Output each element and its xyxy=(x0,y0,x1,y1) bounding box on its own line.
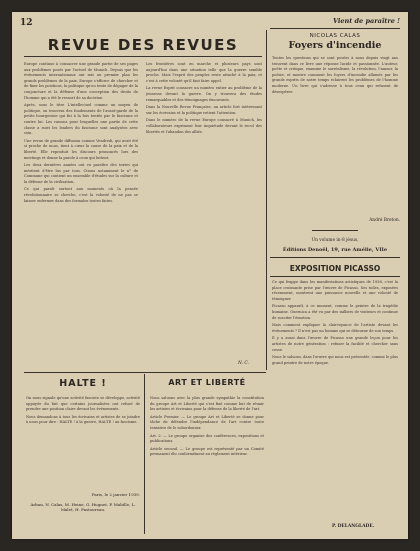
article-paragraph: Dans le numéro de la revue Europe consacré à Munich, les collaborateurs expriment leur inquiétude devant le recul des libertés et l'abandon des alliés. xyxy=(146,118,262,134)
bottom-section-divider xyxy=(24,372,266,373)
halte-dateline: Paris, le 2 janvier 1939. xyxy=(91,492,140,497)
article-paragraph: Ce qui paraît surtout aux moments où la pensée révolutionnaire se cherche, c'est la volonté de ne pas se laisser enfermer dans des formules toutes faites. xyxy=(24,187,138,203)
book-title: Foyers d'incendie xyxy=(288,40,382,51)
halte-body xyxy=(26,396,140,488)
page-number: 12 xyxy=(20,18,33,28)
book-description: Toutes les questions qui se sont posées à nous depuis vingt ans trouvent dans ce livre une réponse lucide et passionnée. L'auteur, poète et critique, examine le surréalisme, la révolution, l'amour, la poésie, et montre comment les foyers d'incendie allumés par les grands esprits de notre temps éclairent les problèmes de l'homme moderne. Un livre qui s'adresse à tous ceux qui refusent de désespérer. xyxy=(272,56,398,94)
exposition-paragraph: Mais comment expliquer la clairvoyance de l'artiste devant les événements ? Il n'est pas un homme qui se détourne de son temps. xyxy=(272,323,398,333)
article-signature: N. C. xyxy=(238,361,249,366)
halte-title: HALTE ! xyxy=(59,378,107,389)
article-paragraph: Après, sous le titre L'intellectuel comme un moyen de politique, on trouvera des fondements de l'avant-garde de la petite bourgeoisie qui fut à la fois tentée par le fascisme et contre lui. Les raisons pour lesquelles une partie de cette classe a suivi les leaders du fascisme sont analysées avec soin. xyxy=(24,103,138,136)
art-liberte-paragraph: Art. 2. — Le groupe organise des conférences, expositions et publications. xyxy=(150,433,264,444)
article-column-right xyxy=(146,62,262,362)
exposition-paragraph: Picasso apparaît, à ce moment, comme le peintre de la tragédie humaine. Guernica a été vu par des milliers de visiteurs et continue de susciter l'émotion. xyxy=(272,304,398,320)
exposition-signature: P. DELANGLADE. xyxy=(332,524,375,529)
exposition-title: EXPOSITION PICASSO xyxy=(289,264,381,273)
book-publisher: Éditions Denoël, 19, rue Amélie, VIIe xyxy=(282,247,388,253)
halte-signers: Arban, N. Calas, M. Heine, G. Hugnet, P. Mabille, L. Malet, H. Pastoureau. xyxy=(30,502,136,513)
article-paragraph: Les frontières sont en marche et plusieurs pays sont aujourd'hui dans une situation telle que la guerre semble proche. Mais l'esprit des peuples reste attaché à la paix, et c'est à cette volonté qu'il faut faire appel. xyxy=(146,62,262,83)
magazine-page xyxy=(12,12,408,539)
article-paragraph: La revue Esprit consacre un numéro entier au problème de la jeunesse devant la guerre. On y trouvera des études remarquables et des témoignages émouvants. xyxy=(146,86,262,102)
title-divider xyxy=(24,56,262,57)
article-paragraph: Une revue de grande diffusion comme Vendredi, qui avait été si proche de nous, tient à cœur la cause de la paix et de la liberté. Elle reproduit les discours prononcés lors des meetings et donne la parole à ceux qui luttent. xyxy=(24,138,138,160)
article-paragraph: Dans la Nouvelle Revue Française, un article fort intéressant sur les écrivains et la politique retient l'attention. xyxy=(146,105,262,115)
art-liberte-paragraph: Article Premier. — Le groupe Art et Liberté se donne pour tâche de défendre l'indépendance de l'art contre toute tentative de le subordonner. xyxy=(150,414,264,430)
art-liberte-paragraph: Nous saluons avec la plus grande sympathie la constitution du groupe Art et Liberté qui s'est fixé comme but de réunir les artistes et écrivains pour la défense de la liberté de l'art. xyxy=(150,396,264,412)
book-volume: Un volume in-8 jésus, xyxy=(311,238,359,243)
article-title: REVUE DES REVUES xyxy=(47,36,239,54)
exposition-paragraph: Ce qui frappe dans les manifestations artistiques de 1938, c'est la place croissante prise par l'œuvre de Picasso. Ses toiles, exposées récemment, montrent une puissance nouvelle et une volonté de témoigner. xyxy=(272,280,398,301)
book-box-short-rule xyxy=(312,230,358,231)
halte-paragraph: Nous demandons à tous les écrivains et artistes de se joindre à nous pour dire : HALTE ! à la guerre, HALTE ! au fascisme. xyxy=(26,414,140,425)
exposition-paragraph: Il y a aussi dans l'œuvre de Picasso une grande leçon pour les artistes de notre génération : refuser la facilité et chercher sans cesse. xyxy=(272,336,398,352)
new-release-kicker: Vient de paraître ! xyxy=(332,17,400,25)
book-author: NICOLAS CALAS xyxy=(309,33,361,39)
exposition-title-rule xyxy=(270,276,400,277)
exposition-body xyxy=(272,280,398,522)
exposition-paragraph: Nous le saluons, dans l'œuvre qui nous est présentée, comme le plus grand peintre de notre époque. xyxy=(272,355,398,365)
art-liberte-body xyxy=(150,396,264,532)
book-box-top-rule xyxy=(270,28,400,29)
article-paragraph: Europe continue à consacrer une grande partie de ses pages aux problèmes posés par l'actuel de Munich. Depuis que les événements internationaux ont mis au premier plan les grands problèmes de la paix, Europe s'efforce de chercher et de fixer les positions, la politique qu'on tente de dégager de la conjoncture et la défense d'une conception des droits de l'homme qui a été le ressort de sa doctrine. xyxy=(24,62,138,100)
bottom-column-divider xyxy=(144,374,145,534)
column-divider xyxy=(266,30,267,370)
art-liberte-paragraph: Article second. — Le groupe est représenté par un Comité permanent élu conformément au règlement intérieur. xyxy=(150,446,264,457)
article-column-left xyxy=(24,62,138,367)
book-reviewer: André Breton. xyxy=(369,218,400,223)
article-paragraph: Les deux dernières années ont vu paraître des textes qui méritent d'être lus par tous. Citons notamment le n° de Commune qui contient un ensemble d'études sur la culture et la défense de la civilisation. xyxy=(24,163,138,184)
book-box-bottom-rule xyxy=(270,257,400,258)
halte-paragraph: On nous signale qu'une activité fasciste se développe, activité appuyée du fait que certains journalistes ont refusé de prendre une position claire devant les événements. xyxy=(26,396,140,412)
art-liberte-title: ART ET LIBERTÉ xyxy=(168,378,246,387)
